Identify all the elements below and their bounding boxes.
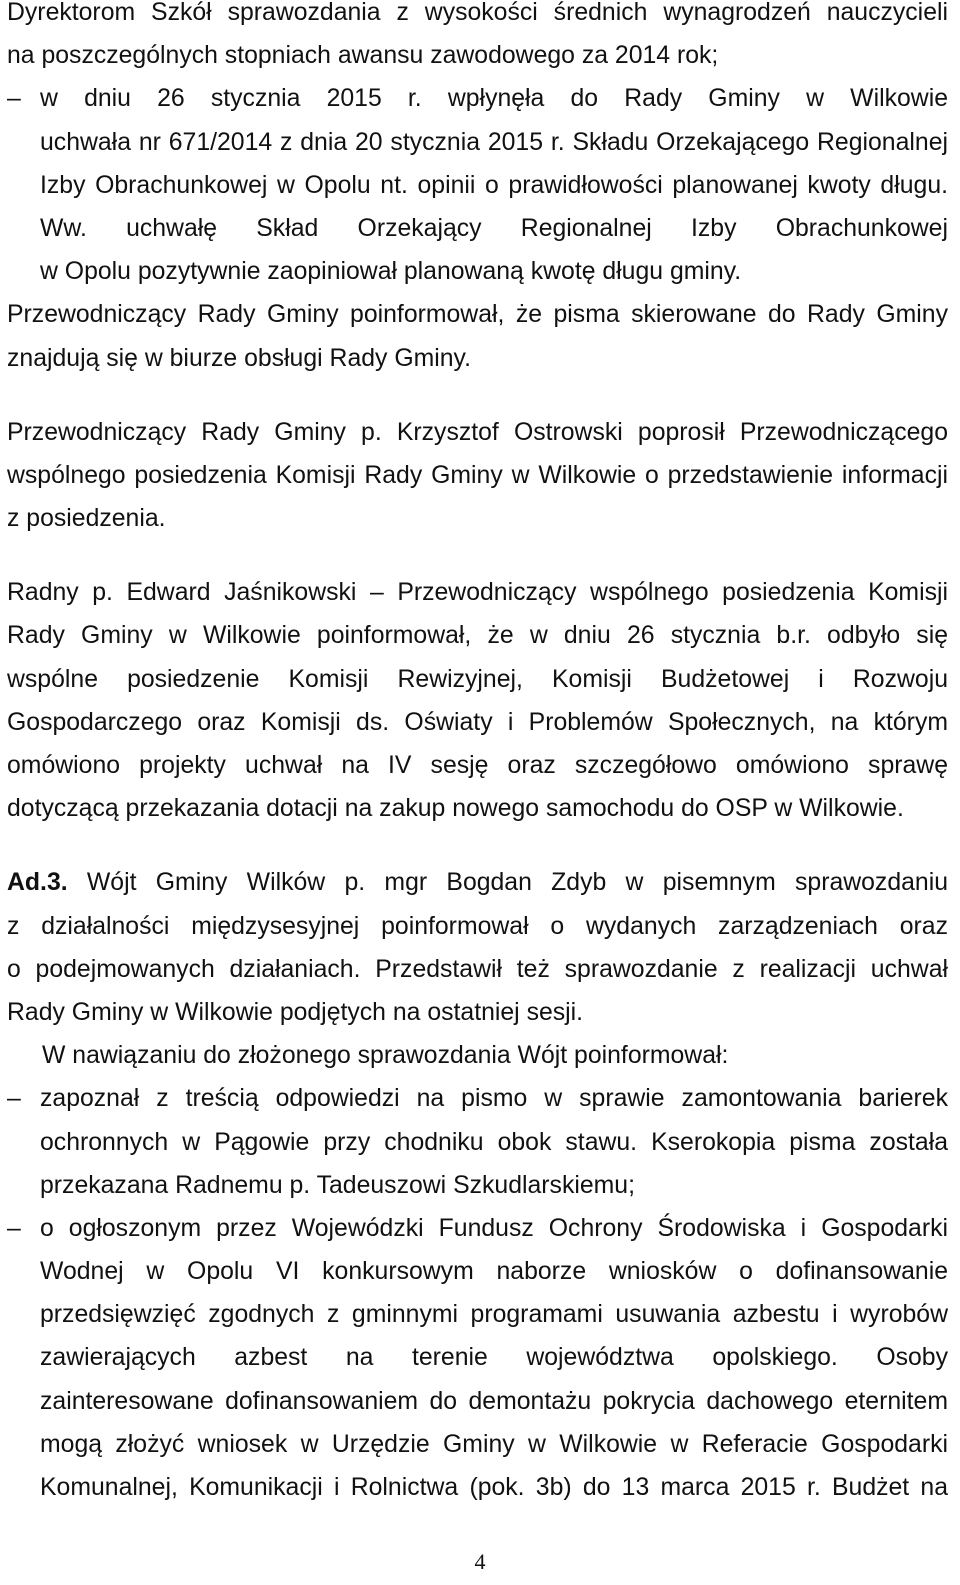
text-line: Gospodarczego oraz Komisji ds. Oświaty i Problemów Społecznych, na którym: [7, 708, 948, 736]
text-line: mogą złożyć wniosek w Urzędzie Gminy w Wilkowie w Referacie Gospodarki: [40, 1430, 948, 1458]
text-line: Komunalnej, Komunikacji i Rolnictwa (pok. 3b) do 13 marca 2015 r. Budżet na: [40, 1474, 948, 1501]
request-paragraph: [7, 411, 948, 541]
agenda-item-label: Ad.3.: [7, 869, 68, 897]
text-line: zawierających azbest na terenie województwa opolskiego. Osoby: [40, 1344, 948, 1372]
text-line: Dyrektorom Szkół sprawozdania z wysokości średnich wynagrodzeń nauczycieli: [7, 0, 948, 26]
agenda-item-3-paragraph: [7, 861, 948, 1034]
text-line: Przewodniczący Rady Gminy p. Krzysztof Ostrowski poprosił Przewodniczącego: [7, 418, 948, 446]
text-line: ochronnych w Pągowie przy chodniku obok stawu. Kserokopia pisma została: [40, 1128, 948, 1156]
text-line: omówiono projekty uchwał na IV sesję oraz szczegółowo omówiono sprawę: [7, 752, 948, 779]
text-line: na poszczególnych stopniach awansu zawodowego za 2014 rok;: [7, 42, 719, 70]
text-line: o podejmowanych działaniach. Przedstawił też sprawozdanie z realizacji uchwał: [7, 955, 948, 983]
asbestos-list-item: [7, 1207, 948, 1509]
text-line: w dniu 26 stycznia 2015 r. wpłynęła do Rady Gminy w Wilkowie: [40, 85, 948, 113]
resolution-list-item: [7, 77, 948, 293]
correspondence-paragraph: [7, 293, 948, 379]
text-line: dotyczącą przekazania dotacji na zakup nowego samochodu do OSP w Wilkowie.: [7, 795, 904, 823]
agenda-item-heading-line: [7, 861, 948, 904]
text-line: Radny p. Edward Jaśnikowski – Przewodniczący wspólnego posiedzenia Komisji: [7, 579, 948, 607]
text-line: z posiedzenia.: [7, 505, 166, 533]
text-line: w Opolu pozytywnie zaopiniował planowaną kwotę długu gminy.: [40, 258, 742, 286]
text-line: Wójt Gminy Wilków p. mgr Bogdan Zdyb w pisemnym sprawozdaniu: [86, 869, 948, 897]
text-line: Wodnej w Opolu VI konkursowym naborze wniosków o dofinansowanie: [40, 1258, 948, 1286]
page-body: [7, 0, 948, 1509]
intro-paragraph: [7, 0, 948, 77]
text-line: Ww. uchwałę Skład Orzekający Regionalnej Izby Obrachunkowej: [40, 214, 948, 242]
committee-report-paragraph: [7, 571, 948, 830]
barriers-list-item: [7, 1077, 948, 1207]
text-line: o ogłoszonym przez Wojewódzki Fundusz Ochrony Środowiska i Gospodarki: [40, 1214, 948, 1242]
mayor-info-intro: W nawiązaniu do złożonego sprawozdania Wójt poinformował:: [42, 1042, 729, 1070]
text-line: wspólne posiedzenie Komisji Rewizyjnej, Komisji Budżetowej i Rozwoju: [7, 665, 948, 693]
dash-bullet: –: [7, 1214, 21, 1242]
text-line: wspólnego posiedzenia Komisji Rady Gminy w Wilkowie o przedstawienie informacji: [7, 461, 948, 489]
text-line: znajdują się w biurze obsługi Rady Gminy.: [7, 344, 472, 372]
text-line: przedsięwzięć zgodnych z gminnymi programami usuwania azbestu i wyrobów: [40, 1301, 948, 1329]
text-line: przekazana Radnemu p. Tadeuszowi Szkudlarskiemu;: [40, 1171, 635, 1199]
page-number: 4: [474, 1549, 486, 1574]
text-line: Izby Obrachunkowej w Opolu nt. opinii o prawidłowości planowanej kwoty długu.: [40, 171, 948, 199]
dash-bullet: –: [7, 85, 21, 113]
dash-bullet: –: [7, 1085, 21, 1113]
text-line: uchwała nr 671/2014 z dnia 20 stycznia 2015 r. Składu Orzekającego Regionalnej: [40, 128, 948, 156]
text-line: Przewodniczący Rady Gminy poinformował, że pisma skierowane do Rady Gminy: [7, 301, 948, 329]
text-line: zainteresowane dofinansowaniem do demontażu pokrycia dachowego eternitem: [40, 1387, 948, 1415]
text-line: Rady Gminy w Wilkowie poinformował, że w dniu 26 stycznia b.r. odbyło się: [7, 622, 948, 650]
text-line: z działalności międzysesyjnej poinformował o wydanych zarządzeniach oraz: [7, 912, 948, 940]
text-line: Rady Gminy w Wilkowie podjętych na ostatniej sesji.: [7, 998, 584, 1026]
text-line: zapoznał z treścią odpowiedzi na pismo w sprawie zamontowania barierek: [40, 1085, 948, 1113]
